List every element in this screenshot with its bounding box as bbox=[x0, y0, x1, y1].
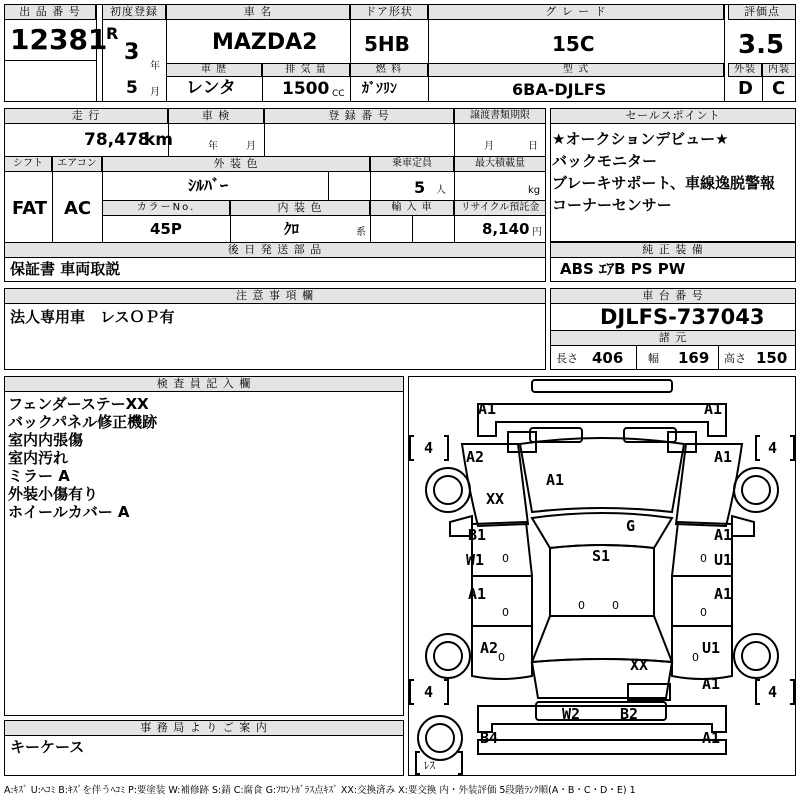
diagram-mark: U1 bbox=[714, 551, 733, 569]
door-zero-mark: 0 bbox=[692, 651, 699, 664]
era: R bbox=[106, 24, 119, 43]
diagram-mark: W1 bbox=[466, 551, 485, 569]
diagram-mark: 4 bbox=[768, 683, 778, 701]
sales-point-item: ブレーキサポート、車線逸脱警報 bbox=[552, 174, 776, 192]
ext-color-label: 外 装 色 bbox=[102, 156, 370, 172]
transfer-month-unit: 月 bbox=[484, 141, 494, 152]
height-label: 高さ bbox=[724, 352, 746, 365]
inspector-item: 室内内張傷 bbox=[8, 431, 84, 449]
import-label: 輸 入 車 bbox=[370, 200, 454, 216]
lot-no: 12381 bbox=[10, 23, 108, 56]
history-label: 車 歴 bbox=[166, 63, 262, 77]
shift-label: シフト bbox=[4, 156, 52, 172]
notes: 法人専用車 レスＯＰ有 bbox=[10, 308, 175, 326]
door-zero-mark: 0 bbox=[502, 606, 509, 619]
door-zero-mark: 0 bbox=[578, 599, 585, 612]
diagram-mark: S1 bbox=[592, 547, 611, 565]
inspector-item: バックパネル修正機跡 bbox=[8, 413, 158, 431]
diagram-mark: B2 bbox=[620, 705, 639, 723]
later-parts-label: 後 日 発 送 部 品 bbox=[4, 242, 546, 258]
year-no: 3 bbox=[124, 40, 140, 65]
later-parts: 保証書 車両取説 bbox=[10, 260, 121, 278]
door-zero-mark: 0 bbox=[700, 552, 707, 565]
diagram-mark: 4 bbox=[424, 683, 434, 701]
inspector-item: フェンダーステーXX bbox=[8, 395, 149, 413]
lot-no-label: 出 品 番 号 bbox=[4, 4, 96, 20]
model-label: 型 式 bbox=[428, 63, 724, 77]
diagram-mark: B1 bbox=[468, 526, 487, 544]
shift: FAT bbox=[12, 198, 48, 219]
equipment-label: 純 正 装 備 bbox=[550, 242, 796, 258]
year-unit: 年 bbox=[150, 61, 160, 72]
sales-point-item: ★オークションデビュー★ bbox=[552, 130, 729, 148]
int-color-unit: 系 bbox=[356, 227, 366, 238]
capacity-label: 乗車定員 bbox=[370, 156, 454, 172]
inspector-item: ホイールカバー A bbox=[8, 503, 130, 521]
displacement: 1500 bbox=[282, 79, 330, 99]
door-zero-mark: 0 bbox=[502, 552, 509, 565]
equipment: ABS ｴｱB PS PW bbox=[560, 260, 686, 278]
door-zero-mark: 0 bbox=[498, 651, 505, 664]
ac: AC bbox=[64, 198, 92, 219]
car-damage-diagram bbox=[408, 376, 796, 776]
load-unit: kg bbox=[528, 185, 541, 196]
diagram-mark: G bbox=[626, 517, 636, 535]
month-unit: 月 bbox=[150, 87, 160, 98]
fuel: ｶﾞｿﾘﾝ bbox=[362, 81, 397, 97]
chassis-no: DJLFS-737043 bbox=[600, 305, 765, 329]
diagram-mark: A1 bbox=[704, 400, 723, 418]
diagram-mark: W2 bbox=[562, 705, 581, 723]
mileage-label: 走 行 bbox=[4, 108, 168, 124]
height: 150 bbox=[756, 349, 788, 367]
mileage-unit: km bbox=[144, 130, 174, 150]
width-label: 幅 bbox=[648, 352, 659, 365]
diagram-mark: A1 bbox=[714, 448, 733, 466]
grade: 15C bbox=[552, 32, 595, 56]
reg-no-label: 登 録 番 号 bbox=[264, 108, 454, 124]
spec-label: 諸 元 bbox=[550, 330, 796, 346]
width: 169 bbox=[678, 349, 710, 367]
length: 406 bbox=[592, 349, 624, 367]
diagram-mark: XX bbox=[630, 656, 649, 674]
door-zero-mark: 0 bbox=[700, 606, 707, 619]
int-grade-label: 内装 bbox=[762, 63, 796, 77]
inspection-label: 車 検 bbox=[168, 108, 264, 124]
chassis-label: 車 台 番 号 bbox=[550, 288, 796, 304]
diagram-mark: A1 bbox=[714, 526, 733, 544]
color-no: 45P bbox=[150, 220, 182, 238]
transfer-day-unit: 日 bbox=[528, 141, 538, 152]
transfer-label: 譲渡書類期限 bbox=[454, 108, 546, 124]
sales-point-item: コーナーセンサー bbox=[552, 196, 672, 214]
int-color-label: 内 装 色 bbox=[230, 200, 370, 216]
first-reg-label: 初度登録 bbox=[102, 4, 166, 20]
door-type: 5HB bbox=[364, 32, 410, 56]
diagram-mark: U1 bbox=[702, 639, 721, 657]
sales-point-list bbox=[552, 128, 775, 216]
history: レンタ bbox=[186, 78, 236, 98]
sales-point-item: バックモニター bbox=[552, 152, 658, 170]
length-label: 長さ bbox=[556, 352, 578, 365]
diagram-mark: 4 bbox=[768, 439, 778, 457]
displacement-label: 排 気 量 bbox=[262, 63, 350, 77]
diagram-mark: A2 bbox=[466, 448, 485, 466]
diagram-mark: A2 bbox=[480, 639, 499, 657]
grade-label: グ レ ー ド bbox=[428, 4, 724, 20]
int-grade: C bbox=[772, 78, 786, 99]
spare-tire-label: ﾚｽ bbox=[424, 759, 435, 772]
notes-label: 注 意 事 項 欄 bbox=[4, 288, 546, 304]
car-name-label: 車 名 bbox=[166, 4, 350, 20]
displacement-unit: CC bbox=[332, 89, 345, 99]
inspection-month-unit: 月 bbox=[246, 141, 256, 152]
load-label: 最大積載量 bbox=[454, 156, 546, 172]
recycle-label: リサイクル預託金 bbox=[454, 200, 546, 216]
capacity-unit: 人 bbox=[436, 185, 446, 196]
model: 6BA-DJLFS bbox=[512, 80, 607, 99]
recycle-unit: 円 bbox=[532, 227, 542, 238]
diagram-mark: B4 bbox=[480, 729, 499, 747]
inspection-year-unit: 年 bbox=[208, 141, 218, 152]
ext-grade-label: 外装 bbox=[728, 63, 762, 77]
door-label: ドア形状 bbox=[350, 4, 428, 20]
office-label: 事 務 局 よ り ご 案 内 bbox=[4, 720, 404, 736]
inspector-item: ミラー A bbox=[8, 467, 70, 485]
fuel-label: 燃 料 bbox=[350, 63, 428, 77]
score-label: 評価点 bbox=[728, 4, 796, 20]
office-note: キーケース bbox=[10, 738, 85, 756]
capacity: 5 bbox=[414, 178, 426, 197]
color-no-label: カラーNo. bbox=[102, 200, 230, 216]
diagram-mark: XX bbox=[486, 490, 505, 508]
month-no: 5 bbox=[126, 78, 138, 98]
mileage: 78,478 bbox=[84, 130, 150, 150]
ext-color: ｼﾙﾊﾞｰ bbox=[188, 176, 229, 195]
inspector-item: 外装小傷有り bbox=[8, 485, 99, 503]
door-zero-mark: 0 bbox=[612, 599, 619, 612]
diagram-mark: A1 bbox=[546, 471, 565, 489]
ext-grade: D bbox=[738, 78, 753, 99]
car-name: MAZDA2 bbox=[212, 30, 318, 55]
ac-label: エアコン bbox=[52, 156, 102, 172]
diagram-mark: A1 bbox=[478, 400, 497, 418]
inspector-list bbox=[8, 395, 157, 521]
score: 3.5 bbox=[738, 30, 785, 60]
inspector-item: 室内汚れ bbox=[8, 449, 69, 467]
sales-point-label: セールスポイント bbox=[550, 108, 796, 124]
inspector-label: 検 査 員 記 入 欄 bbox=[4, 376, 404, 392]
diagram-mark: 4 bbox=[424, 439, 434, 457]
diagram-mark: A1 bbox=[468, 585, 487, 603]
int-color: ｸﾛ bbox=[284, 220, 300, 238]
recycle: 8,140 bbox=[482, 220, 530, 238]
diagram-mark: A1 bbox=[714, 585, 733, 603]
legend-text: A:ｷｽﾞ U:ﾍｺﾐ B:ｷｽﾞを伴うﾍｺﾐ P:要塗装 W:補修跡 S:錆 C:腐食 G:ﾌﾛﾝﾄｶﾞﾗｽ点ｷｽﾞ XX:交換済み X:要交換 内・外装評価 5段階ﾗﾝｸ順(A・B・C・D・E) 1 bbox=[4, 785, 636, 796]
diagram-mark: A1 bbox=[702, 729, 721, 747]
diagram-mark: A1 bbox=[702, 675, 721, 693]
